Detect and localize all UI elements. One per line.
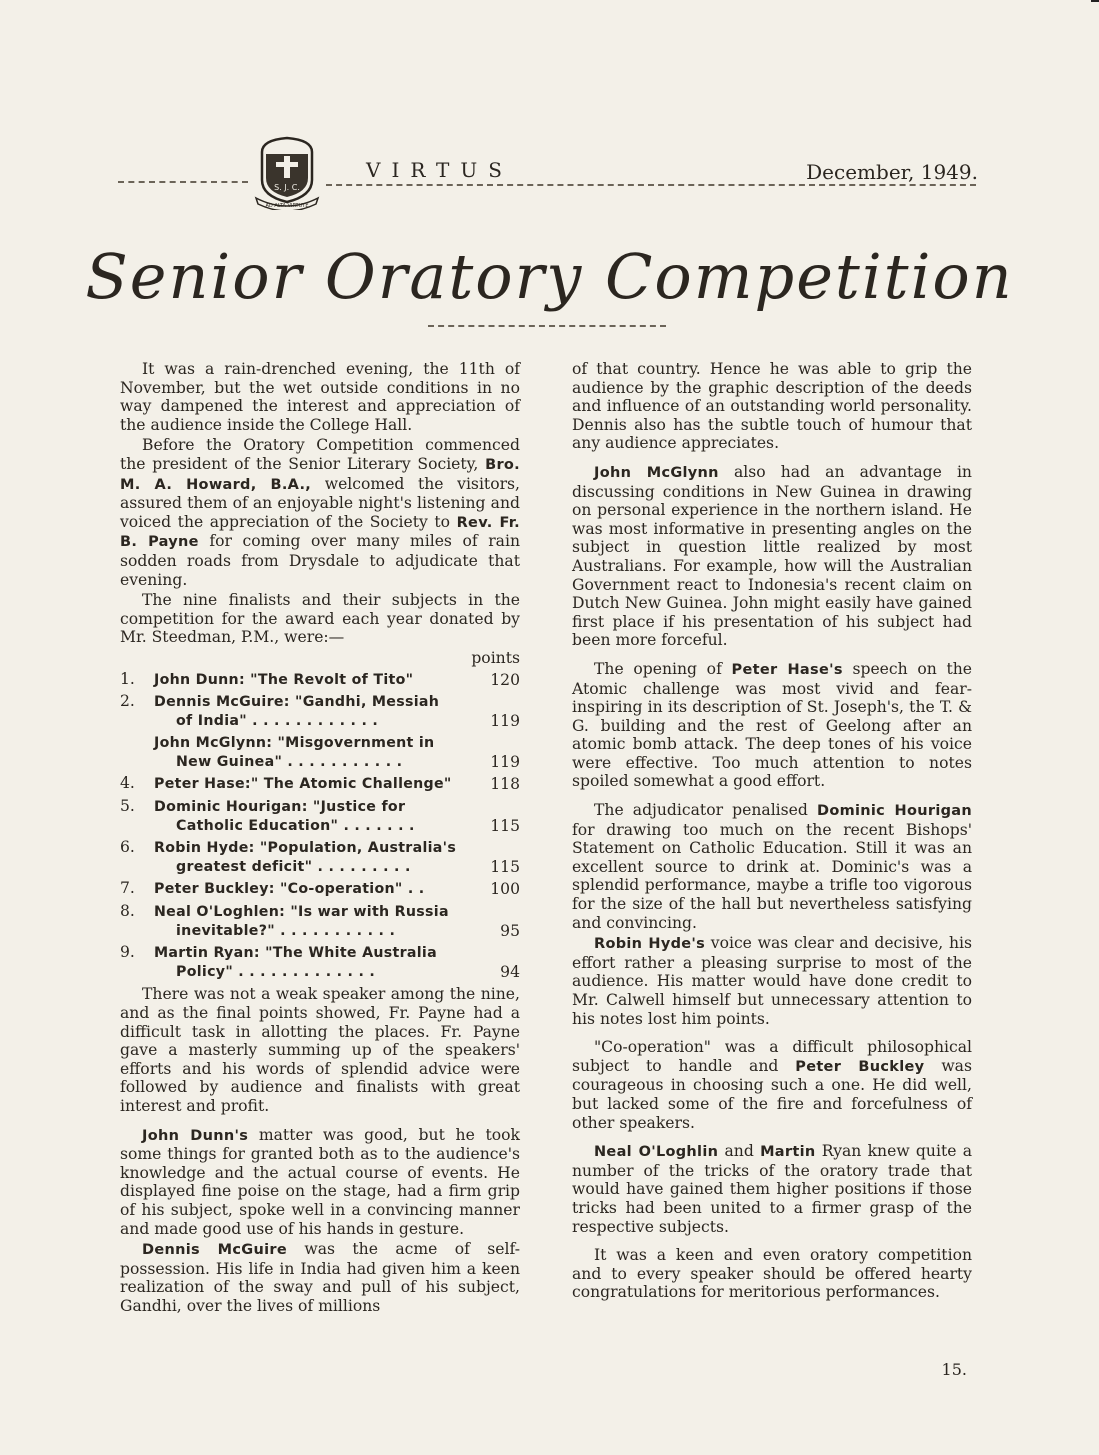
finalist-points: 100 (490, 880, 520, 899)
finalist-number: 5. (120, 797, 135, 816)
finalist-points: 95 (500, 921, 520, 940)
dunn-text: matter was good, but he took some things for granted both as to the audience's knowledge and the actual course of events. He displayed fine poise on the stage, had a firm grip of his subject, spoke well in a convincing manner and made good use of his hands in gesture. (120, 1125, 520, 1238)
points-heading: points (471, 648, 520, 667)
finalist-subject-cont: Policy" . . . . . . . . . . . . . (176, 963, 376, 980)
finalist-row (120, 838, 520, 876)
finalist-subject: John Dunn: "The Revolt of Tito" (154, 671, 414, 688)
finalist-number: 7. (120, 879, 135, 898)
finalist-number: 9. (120, 943, 135, 962)
finalist-points: 94 (500, 962, 520, 981)
ologhlin-ryan-paragraph (572, 1142, 972, 1236)
masthead (118, 130, 978, 220)
finalist-number: 8. (120, 902, 135, 921)
mcglynn-name: John McGlynn (594, 464, 719, 481)
finalist-points: 118 (490, 775, 520, 794)
masthead-rule-left (118, 181, 248, 183)
mcguire-name: Dennis McGuire (142, 1242, 287, 1259)
intro-paragraph: It was a rain-drenched evening, the 11th of November, but the wet outside conditions in no way dampened the interest and appreciation of the audience inside the College Hall. (120, 360, 520, 434)
finalist-row (120, 670, 520, 690)
buckley-name: Peter Buckley (795, 1058, 925, 1075)
finalist-subject: Peter Buckley: "Co-operation" . . (154, 881, 425, 898)
finalist-points: 120 (490, 670, 520, 689)
finalist-number: 1. (120, 669, 135, 688)
left-column (120, 360, 520, 1318)
finalists-list (120, 670, 520, 982)
finalist-row (120, 902, 520, 940)
hourigan-paragraph (572, 801, 972, 932)
buckley-text-a: "Co-operation" was a difficult philosophical subject to handle and (572, 1038, 972, 1075)
hase-text: speech on the Atomic challenge was most vivid and fear-inspiring in its description of St. Joseph's, the T. & G. building and the rest of Geelong after an atomic bomb attack. The deep tones of his voice were effective. Too much attention to notes spoiled somewhat a good effort. (572, 659, 972, 791)
finalist-subject: Dennis McGuire: "Gandhi, Messiah (154, 694, 440, 711)
hyde-paragraph (572, 934, 972, 1028)
hourigan-name: Dominic Hourigan (817, 803, 972, 820)
magazine-name: VIRTUS (366, 158, 513, 182)
page-number: 15. (941, 1360, 967, 1379)
ryan-name: Martin (760, 1144, 816, 1161)
ologhlin-ryan-text: Ryan knew quite a number of the tricks of the oratory trade that would have gained them higher positions if those tricks had been united to a firmer grasp of the respective subjects. (572, 1142, 972, 1236)
dunn-paragraph (120, 1126, 520, 1239)
finalist-points: 119 (490, 752, 520, 771)
masthead-rule-right (326, 184, 976, 186)
finalist-subject-cont: of India" . . . . . . . . . . . . (176, 712, 379, 729)
closing-paragraph: It was a keen and even oratory competition and to every speaker should be offered hearty congratulations for meritorious performances. (572, 1246, 972, 1302)
finalist-number: 6. (120, 838, 135, 857)
title-rule (428, 325, 666, 327)
finalist-points: 115 (490, 857, 520, 876)
finalist-row (120, 733, 520, 771)
buckley-text: was courageous in choosing such a one. He did well, but lacked some of the fire and forcefulness of other speakers. (572, 1056, 972, 1132)
mcglynn-text: also had an advantage in discussing conditions in New Guinea in drawing on personal experience in the northern island. He was most informative in presenting angles on the subject in question little realized by most Australians. For example, how will the Australian Government react to Indonesia's recent claim on Dutch New Guinea. John might easily have gained first place if his presentation of his subject had been more forceful. (572, 462, 972, 650)
mcglynn-paragraph (572, 463, 972, 650)
mcguire-paragraph (120, 1240, 520, 1315)
howard-name: Bro. M. A. Howard, B.A., (120, 456, 520, 493)
finalists-intro: The nine finalists and their subjects in the competition for the award each year donated by Mr. Steedman, P.M., were:— (120, 591, 520, 647)
finalist-subject: Robin Hyde: "Population, Australia's (154, 840, 457, 857)
welcome-paragraph (120, 436, 520, 589)
crest-letters: S. J. C. (274, 183, 300, 192)
buckley-paragraph (572, 1038, 972, 1132)
finalist-row (120, 774, 520, 794)
finalist-subject-cont: Catholic Education" . . . . . . . (176, 817, 415, 834)
finalist-row (120, 692, 520, 730)
crest-motto: AD ALTA VIRTUTE (265, 203, 309, 209)
finalist-row (120, 879, 520, 899)
finalist-subject: Martin Ryan: "The White Australia (154, 945, 437, 962)
finalist-subject: Dominic Hourigan: "Justice for (154, 799, 406, 816)
welcome-text-b: welcomed the visitors, assured them of an enjoyable night's listening and voiced the appreciation of the Society to (120, 474, 520, 531)
finalist-subject: John McGlynn: "Misgovernment in (154, 735, 435, 752)
welcome-text-a: Before the Oratory Competition commenced the president of the Senior Literary Society, (120, 436, 520, 473)
edge-mark (1091, 0, 1099, 2)
finalist-row (120, 943, 520, 981)
issue-date: December, 1949. (806, 160, 978, 184)
finalist-subject: Neal O'Loghlen: "Is war with Russia (154, 904, 449, 921)
hase-text-a: The opening of (594, 659, 722, 678)
right-column (572, 360, 972, 1312)
finalist-points: 119 (490, 711, 520, 730)
finalist-row (120, 797, 520, 835)
summing-up-paragraph: There was not a weak speaker among the nine, and as the final points showed, Fr. Payne had a difficult task in allotting the places. Fr. Payne gave a masterly summing up of the speakers' efforts and his words of splendid advice were followed by audience and finalists with great interest and profit. (120, 985, 520, 1115)
dunn-name: John Dunn's (142, 1127, 249, 1144)
finalist-subject-cont: inevitable?" . . . . . . . . . . . (176, 922, 396, 939)
hase-name: Peter Hase's (731, 661, 843, 678)
hyde-name: Robin Hyde's (594, 936, 706, 953)
finalist-subject: Peter Hase:" The Atomic Challenge" (154, 776, 452, 793)
finalist-subject-cont: New Guinea" . . . . . . . . . . . (176, 753, 403, 770)
hase-paragraph (572, 660, 972, 791)
hourigan-text: for drawing too much on the recent Bishops' Statement on Catholic Education. Still it was an excellent source to drink at. Dominic's was a splendid performance, maybe a trifle too vigorous for the size of the hall but nevertheless satisfying and convincing. (572, 820, 972, 932)
finalist-subject-cont: greatest deficit" . . . . . . . . . (176, 858, 411, 875)
welcome-text-c: for coming over many miles of rain sodden roads from Drysdale to adjudicate that evening. (120, 532, 520, 589)
ologhlin-ryan-and: and (724, 1142, 754, 1161)
ologhlin-name: Neal O'Loghlin (594, 1144, 719, 1161)
finalist-number: 2. (120, 692, 135, 711)
mcguire-text: was the acme of self-possession. His life in India had given him a keen realization of the sway and pull of his subject, Gandhi, over the lives of millions (120, 1240, 520, 1315)
hourigan-text-a: The adjudicator penalised (594, 801, 808, 820)
article-title: Senior Oratory Competition (85, 240, 1014, 313)
hyde-text: voice was clear and decisive, his effort rather a pleasing surprise to most of the audience. His matter would have done credit to Mr. Calwell himself but unnecessary attention to his notes lost him points. (572, 934, 972, 1028)
payne-name: Rev. Fr. B. Payne (120, 514, 520, 551)
college-crest-icon (254, 134, 320, 210)
mcguire-cont-paragraph: of that country. Hence he was able to grip the audience by the graphic description of the deeds and influence of an outstanding world personality. Dennis also has the subtle touch of humour that any audience appreciates. (572, 360, 972, 453)
finalist-points: 115 (490, 816, 520, 835)
finalist-number: 4. (120, 774, 135, 793)
